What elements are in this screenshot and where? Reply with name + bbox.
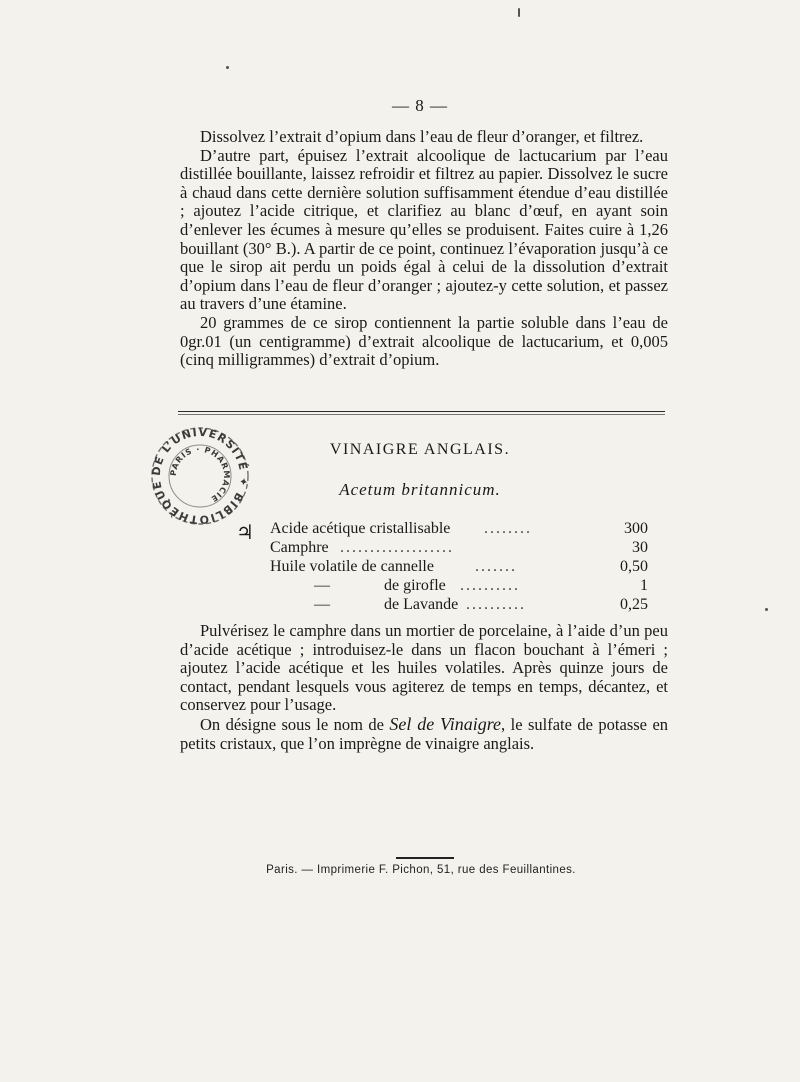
recipe-row [270, 595, 648, 614]
stamp-outer-text: DE L’UNIVERSITÉ ✦ BIBLIOTHÈQUE [149, 425, 251, 527]
printer-imprint: Paris. — Imprimerie F. Pichon, 51, rue des Feuillantines. [266, 864, 576, 876]
italic-term: Sel de Vinaigre [389, 713, 502, 734]
ingredient-name: Acide acétique cristallisable [270, 520, 451, 537]
section-divider [178, 411, 665, 412]
paragraph: D’autre part, épuisez l’extrait alcoolique de lactucarium par l’eau distillée bouillante, laissez refroidir et filtrez au papier. Dissolvez le sucre à chaud dans cette dernière solution suffisamment étendue d’eau distillée ; ajoutez l’acide citrique, et clarifiez au blanc d’œuf, en ayant soin d’enlever les écumes à mesure qu’elles se produisent. Faites cuire à 1,26 bouillant (30° B.). A partir de ce point, continuez l’évaporation jusqu’à ce que le sirop ait perdu un poids égal à celui de la dissolution d’extrait d’opium dans l’eau de fleur d’oranger ; ajoutez-y cette solution, et passez au travers d’une étamine. [180, 145, 668, 314]
recipe-row [270, 576, 648, 595]
stamp-inner-text: PARIS · PHARMACIE [168, 444, 232, 504]
recipe-table [270, 519, 648, 614]
ditto-dash: — [314, 577, 330, 594]
section-title: VINAIGRE ANGLAIS. [329, 441, 511, 458]
page-number: — 8 — [392, 96, 448, 115]
paragraph: Dissolvez l’extrait d’opium dans l’eau de fleur d’oranger, et filtrez. [200, 127, 644, 146]
bottom-text-block [180, 622, 668, 753]
footer-ornament [396, 857, 454, 859]
ingredient-quantity: 0,50 [620, 558, 648, 575]
library-stamp [148, 424, 252, 528]
jupiter-symbol-icon: ♃ [236, 522, 254, 544]
leader-dots: ................... [340, 539, 454, 556]
print-speck [518, 8, 520, 17]
leader-dots: ........ [484, 520, 532, 537]
print-speck [226, 66, 229, 69]
section-subtitle: Acetum britannicum. [339, 480, 501, 499]
ingredient-quantity: 1 [640, 577, 648, 594]
ingredient-name: Huile volatile de cannelle [270, 558, 434, 575]
ingredient-quantity: 300 [624, 520, 648, 537]
print-speck [765, 608, 768, 611]
leader-dots: .......... [460, 577, 520, 594]
top-text-block [180, 128, 668, 370]
paragraph: 20 grammes de ce sirop contiennent la partie soluble dans l’eau de 0gr.01 (un centigramme) d’extrait alcoolique de lactucarium, et 0,005 (cinq milligrammes) d’extrait d’opium. [180, 312, 668, 370]
leader-dots: ....... [475, 558, 517, 575]
paragraph: On désigne sous le nom de Sel de Vinaigre, le sulfate de potasse en petits cristaux, que l’on imprègne de vinaigre anglais. [180, 713, 669, 753]
ingredient-quantity: 30 [632, 539, 648, 556]
ingredient-name: de Lavande [384, 596, 459, 613]
recipe-row [270, 557, 648, 576]
ingredient-name: Camphre [270, 539, 329, 556]
recipe-row [270, 538, 648, 557]
recipe-row [270, 519, 648, 538]
ditto-dash: — [314, 596, 330, 613]
paragraph: Pulvérisez le camphre dans un mortier de porcelaine, à l’aide d’un peu d’acide acétique ; introduisez-le dans un flacon bouchant à l’émeri ; ajoutez l’acide acétique et les huiles volatiles. Après quinze jours de contact, pendant lesquels vous agiterez de temps en temps, décantez, et conservez pour l’usage. [180, 621, 668, 715]
leader-dots: .......... [466, 596, 526, 613]
section-divider-thin [178, 414, 665, 415]
ingredient-name: de girofle [384, 577, 446, 594]
ingredient-quantity: 0,25 [620, 596, 648, 613]
